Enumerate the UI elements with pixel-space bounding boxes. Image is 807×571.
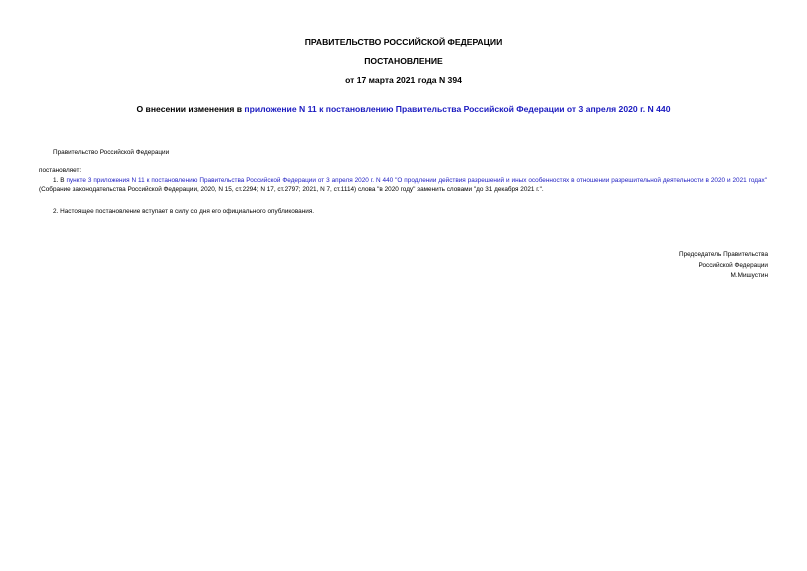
item-1-paragraph <box>39 176 767 194</box>
item-1-link[interactable]: пункте 3 приложения N 11 к постановлению Правительства Российской Федерации от 3 апреля 2020 г. N 440 "О продлении действия разрешений и иных особенностях в отношении разрешительной деятельности в 2020 и 2021 годах" <box>66 177 767 184</box>
document-title <box>0 104 807 114</box>
document-title-prefix: О внесении изменения в <box>136 104 245 114</box>
document-date-number: от 17 марта 2021 года N 394 <box>345 75 462 85</box>
decides-paragraph: постановляет: <box>39 167 82 174</box>
title-link[interactable]: приложение N 11 к постановлению Правительства Российской Федерации от 3 апреля 2020 г. N 440 <box>244 104 671 114</box>
document-type-heading: ПОСТАНОВЛЕНИЕ <box>364 56 443 66</box>
item-1-number: 1. В <box>53 177 67 184</box>
signature-title-line: Председатель Правительства <box>679 251 768 258</box>
signature-name-line: М.Мишустин <box>730 272 768 279</box>
government-heading: ПРАВИТЕЛЬСТВО РОССИЙСКОЙ ФЕДЕРАЦИИ <box>304 37 503 47</box>
item-2-paragraph: 2. Настоящее постановление вступает в силу со дня его официального опубликования. <box>53 208 315 215</box>
government-paragraph: Правительство Российской Федерации <box>53 149 170 156</box>
signature-org-line: Российской Федерации <box>698 262 768 269</box>
item-1-text: (Собрание законодательства Российской Федерации, 2020, N 15, ст.2294; N 17, ст.2797; 2021, N 7, ст.1114) слова "в 2020 году" заменить словами "до 31 декабря 2021 г.". <box>39 186 544 193</box>
